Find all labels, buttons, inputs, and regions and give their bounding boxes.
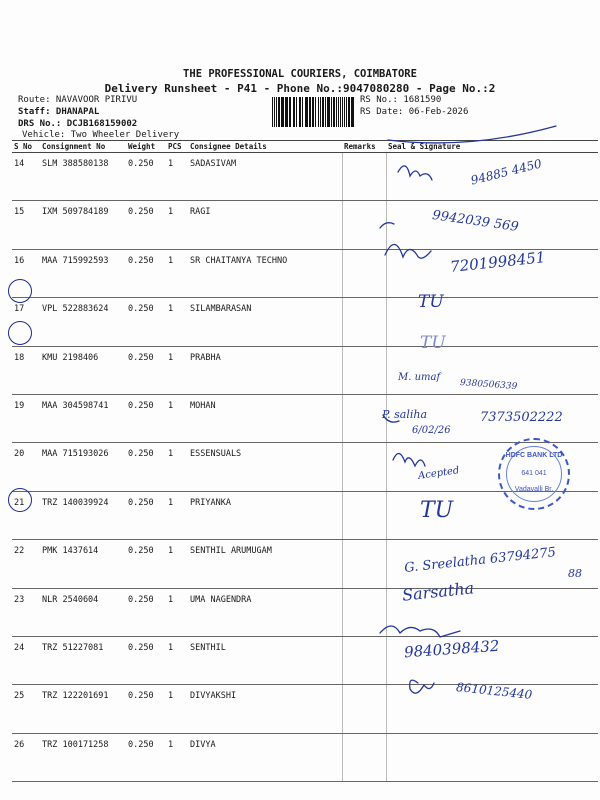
- col-remarks: Remarks: [342, 141, 386, 153]
- weight-cell: 0.250: [126, 491, 166, 539]
- sno-cell: 14: [12, 153, 40, 201]
- col-consignee: Consignee Details: [188, 141, 342, 153]
- rs-date-text: RS Date: 06-Feb-2026: [360, 107, 469, 117]
- consignee-cell: PRABHA: [188, 346, 342, 394]
- pcs-cell: 1: [166, 540, 188, 588]
- col-sno: S No: [12, 141, 40, 153]
- weight-cell: 0.250: [126, 540, 166, 588]
- weight-cell: 0.250: [126, 394, 166, 442]
- consignment-cell: MAA 715193026: [40, 443, 126, 491]
- signature-stroke: [385, 244, 431, 258]
- col-weight: Weight: [126, 141, 166, 153]
- consignee-cell: SR CHAITANYA TECHNO: [188, 249, 342, 297]
- sno-cell: 16: [12, 249, 40, 297]
- consignee-cell: SILAMBARASAN: [188, 298, 342, 346]
- consignee-cell: SADASIVAM: [188, 153, 342, 201]
- handwriting-row19-phone: 9380506339: [459, 378, 518, 392]
- stamp-bank-name: HDFC BANK LTD: [505, 452, 563, 459]
- handwriting-row22: TU: [420, 498, 454, 523]
- col-pcs: PCS: [166, 141, 188, 153]
- sno-cell: 24: [12, 636, 40, 684]
- consignment-cell: TRZ 140039924: [40, 491, 126, 539]
- handwriting-row15: 9942039 569: [431, 208, 520, 235]
- handwriting-row26: 8610125440: [455, 680, 533, 702]
- handwriting-row24: Sarsatha: [401, 578, 475, 605]
- pcs-cell: 1: [166, 201, 188, 249]
- pcs-cell: 1: [166, 588, 188, 636]
- consignment-cell: MAA 304598741: [40, 394, 126, 442]
- pcs-cell: 1: [166, 685, 188, 733]
- drs-text: DRS No.: DCJB168159002: [18, 119, 138, 129]
- pcs-cell: 1: [166, 394, 188, 442]
- col-consignment: Consignment No: [40, 141, 126, 153]
- consignment-cell: PMK 1437614: [40, 540, 126, 588]
- handwriting-row23-name: G. Sreelatha 63794275: [403, 545, 557, 576]
- stamp-branch: Vadavalli Br.: [514, 486, 554, 493]
- weight-cell: 0.250: [126, 588, 166, 636]
- weight-cell: 0.250: [126, 153, 166, 201]
- sno-cell: 21: [12, 491, 40, 539]
- sno-cell: 15: [12, 201, 40, 249]
- handwriting-row23-extra: 88: [568, 567, 582, 580]
- consignment-cell: SLM 388580138: [40, 153, 126, 201]
- consignee-cell: RAGI: [188, 201, 342, 249]
- consignee-cell: UMA NAGENDRA: [188, 588, 342, 636]
- sno-cell: 25: [12, 685, 40, 733]
- handwriting-row21: Acepted: [417, 465, 461, 482]
- consignment-cell: MAA 715992593: [40, 249, 126, 297]
- consignee-cell: DIVYA: [188, 733, 342, 781]
- signature-stroke: [380, 626, 460, 637]
- signature-stroke: [380, 223, 394, 228]
- consignee-cell: ESSENSUALS: [188, 443, 342, 491]
- pcs-cell: 1: [166, 733, 188, 781]
- sno-cell: 22: [12, 540, 40, 588]
- weight-cell: 0.250: [126, 443, 166, 491]
- runsheet-subtitle: Delivery Runsheet - P41 - Phone No.:9047080280 - Page No.:2: [104, 82, 496, 95]
- consignee-cell: SENTHIL ARUMUGAM: [188, 540, 342, 588]
- handwriting-row14: 94885 4450: [469, 156, 544, 188]
- pcs-cell: 1: [166, 298, 188, 346]
- consignment-cell: KMU 2198406: [40, 346, 126, 394]
- weight-cell: 0.250: [126, 733, 166, 781]
- rs-no-text: RS No.: 1681590: [360, 95, 442, 105]
- vehicle-text: Vehicle: Two Wheeler Delivery: [22, 130, 180, 140]
- signature-stroke: [393, 453, 425, 466]
- stamp-code: 641 041: [521, 470, 547, 477]
- consignee-cell: PRIYANKA: [188, 491, 342, 539]
- company-title: THE PROFESSIONAL COURIERS, COIMBATORE: [183, 68, 417, 80]
- pcs-cell: 1: [166, 249, 188, 297]
- signature-stroke: [388, 126, 556, 143]
- consignment-cell: VPL 522883624: [40, 298, 126, 346]
- pcs-cell: 1: [166, 346, 188, 394]
- consignee-cell: SENTHIL: [188, 636, 342, 684]
- weight-cell: 0.250: [126, 201, 166, 249]
- pcs-cell: 1: [166, 443, 188, 491]
- consignment-cell: TRZ 51227081: [40, 636, 126, 684]
- signature-stroke: [398, 166, 432, 180]
- route-text: Route: NAVAVOOR PIRIVU: [18, 95, 138, 105]
- sno-cell: 18: [12, 346, 40, 394]
- sno-cell: 23: [12, 588, 40, 636]
- sno-cell: 19: [12, 394, 40, 442]
- handwriting-row19-name: M. umaf: [398, 372, 441, 383]
- handwriting-row17: TU: [418, 292, 444, 312]
- weight-cell: 0.250: [126, 636, 166, 684]
- consignment-cell: NLR 2540604: [40, 588, 126, 636]
- consignment-cell: TRZ 100171258: [40, 733, 126, 781]
- handwriting-row25: 9840398432: [403, 636, 500, 662]
- handwriting-row20-name: P. saliha: [382, 408, 428, 421]
- col-seal: Seal & Signature: [386, 141, 598, 153]
- consignee-cell: DIVYAKSHI: [188, 685, 342, 733]
- consignee-cell: MOHAN: [188, 394, 342, 442]
- handwriting-row16: 7201998451: [449, 248, 547, 276]
- signature-stroke: [410, 680, 434, 693]
- sno-cell: 20: [12, 443, 40, 491]
- weight-cell: 0.250: [126, 685, 166, 733]
- sno-cell: 26: [12, 733, 40, 781]
- weight-cell: 0.250: [126, 298, 166, 346]
- handwriting-row20-phone: 7373502222: [480, 410, 563, 425]
- pcs-cell: 1: [166, 491, 188, 539]
- pcs-cell: 1: [166, 636, 188, 684]
- sno-cell: 17: [12, 298, 40, 346]
- weight-cell: 0.250: [126, 346, 166, 394]
- consignment-cell: TRZ 122201691: [40, 685, 126, 733]
- bank-seal-stamp: [498, 438, 570, 510]
- consignment-cell: IXM 509784189: [40, 201, 126, 249]
- staff-text: Staff: DHANAPAL: [18, 107, 100, 117]
- handwriting-row18: TU: [420, 333, 446, 353]
- weight-cell: 0.250: [126, 249, 166, 297]
- pcs-cell: 1: [166, 153, 188, 201]
- handwriting-row20-date: 6/02/26: [412, 425, 451, 436]
